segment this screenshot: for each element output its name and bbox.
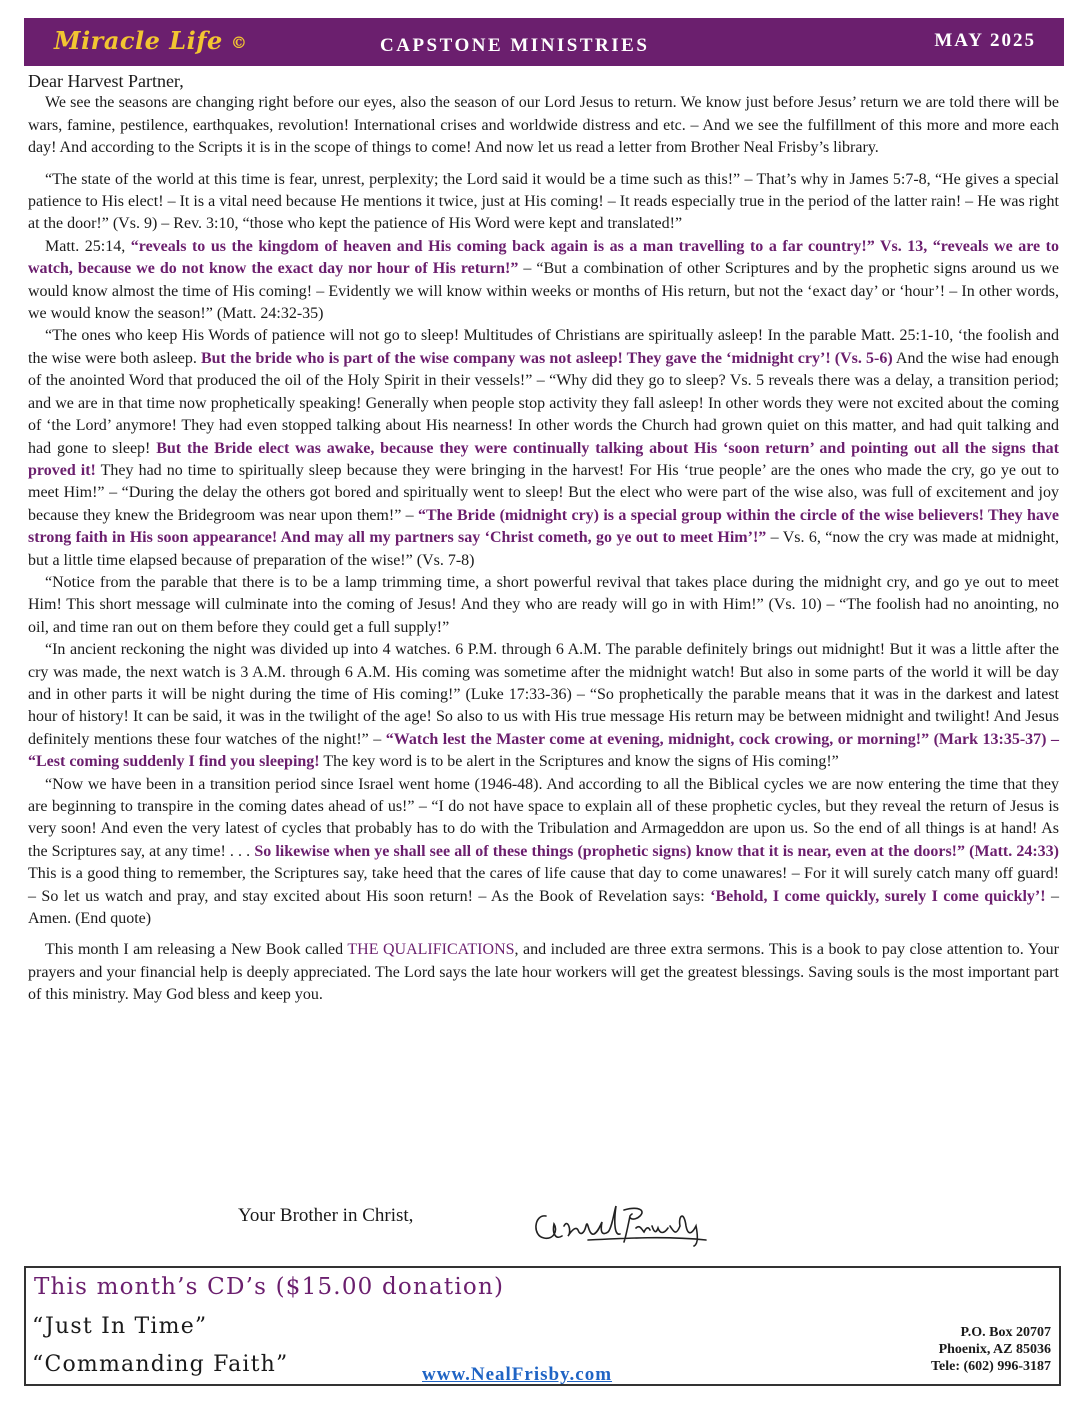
highlight-text: But the Bride elect was awake, because they were continually talking about His ‘soon return’ and pointing out all the signs that proved it! xyxy=(28,439,1059,479)
brand-name: Miracle Life xyxy=(54,26,223,55)
city-state-zip: Phoenix, AZ 85036 xyxy=(938,1342,1051,1357)
text-run: This is a good thing to remember, the Scriptures say, take heed that the cares of life cause that day to come unawares! – For it will surely catch many off guard! – So let us watch and pray, and stay excited about His soon return! – As the Book of Revelation says: xyxy=(28,865,1059,905)
text-run: Matt. 25:14, xyxy=(45,237,131,255)
highlight-text: “reveals to us the kingdom of heaven and His coming back again is as a man travelling to a far country!” Vs. 13, “reveals we are to watch, because we do not know the exact day nor hour of His return!” xyxy=(28,237,1059,278)
paragraph-quote-2 xyxy=(28,236,1059,326)
po-box: P.O. Box 20707 xyxy=(960,1325,1051,1340)
brand-logo xyxy=(54,26,247,55)
highlight-text: “The Bride (midnight cry) is a special group within the circle of the wise believers! They have strong faith in His soon appearance! And may all my partners say ‘Christ cometh, go ye out to meet Him’!” xyxy=(28,506,1059,547)
paragraph-announcement xyxy=(28,939,1059,1006)
copyright-symbol: © xyxy=(230,33,248,52)
highlight-text: But the bride who is part of the wise company was not asleep! They gave the ‘midnight cry’! (Vs. 5-6) xyxy=(200,349,893,367)
paragraph-quote-3 xyxy=(28,325,1059,571)
highlight-text: “Watch lest the Master come at evening, midnight, cock crowing, or morning!” (Mark 13:35-37) – “Lest coming suddenly I find you sleeping! xyxy=(28,730,1060,771)
paragraph-quote-6 xyxy=(28,774,1059,931)
text-run: The key word is to be alert in the Scriptures and know the signs of His coming!” xyxy=(319,753,839,771)
highlight-text: So likewise when ye shall see all of these things (prophetic signs) know that it is near, even at the doors!” (Matt. 24:33) xyxy=(254,842,1060,860)
website-link[interactable]: www.NealFrisby.com xyxy=(422,1364,613,1385)
cd-offer-title: This month’s CD’s ($15.00 donation) xyxy=(34,1274,505,1300)
text-run: “In ancient reckoning the night was divided up into 4 watches. 6 P.M. through 6 A.M. The parable definitely brings out midnight! But it was a little after the cry was made, the next watch is 3 A.M. through 6 A.M. His coming was sometime after the midnight watch! But also in some parts of the world it will be day and in other parts it will be night during the time of His coming!” (Luke 17:33-36) – “So prophetically the parable means that it was in the darkest and latest hour of history! It can be said, it was in the twilight of the age! So also to us with His true message His return may be between midnight and twilight! And Jesus definitely mentions these four watches of the night!” – xyxy=(28,641,1059,748)
organization-name: CAPSTONE MINISTRIES xyxy=(380,35,650,56)
cd-title-1: “Just In Time” xyxy=(32,1314,208,1339)
paragraph-intro: We see the seasons are changing right before our eyes, also the season of our Lord Jesus to return. We know just before Jesus’ return we are told there will be wars, famine, pestilence, earthquakes, revolution! International crises and worldwide distress and etc. – And we see the fulfillment of this more and more each day! And according to the Scripts it is in the scope of things to come! And now let us read a letter from Brother Neal Frisby’s library. xyxy=(28,94,1059,157)
text-run: And the wise had enough of the anointed Word that produced the oil of the Holy Spirit in their vessels!” – “Why did they go to sleep? Vs. 5 reveals there was a delay, a transition period; and we are in that time now prophetically speaking! Generally when people stop activity they fall asleep! In other words they were not excited about the coming of ‘the Lord’ anymore! They had even stopped talking about His nearness! In other words the Church had grown quiet on this matter, and had quit talking and had gone to sleep! xyxy=(28,349,1060,457)
highlight-text: ‘Behold, I come quickly, surely I come quickly’! xyxy=(710,887,1046,905)
text-run: – Vs. 6, “now the cry was made at midnight, but a little time elapsed because of preparation of the wise!” (Vs. 7-8) xyxy=(28,529,1060,569)
issue-date: MAY 2025 xyxy=(934,30,1036,51)
mailing-address xyxy=(931,1324,1051,1375)
letter-body xyxy=(28,70,1059,1007)
handwritten-signature xyxy=(528,1196,728,1250)
newsletter-header xyxy=(24,18,1064,66)
cd-title-2: “Commanding Faith” xyxy=(32,1352,289,1377)
phone-number: Tele: (602) 996-3187 xyxy=(930,1359,1051,1374)
greeting: Dear Harvest Partner, xyxy=(28,71,184,91)
text-run: , and included are three extra sermons. This is a book to pay close attention to. Your prayers and your financial help is deeply appreciated. The Lord says the late hour workers will get the greatest blessings. Saving souls is the most important part of this ministry. May God bless and keep you. xyxy=(28,941,1059,1004)
paragraph-quote-5 xyxy=(28,639,1059,773)
text-run: – “But a combination of other Scriptures and by the prophetic signs around us we would know almost the time of His coming! – Evidently we will know within weeks or months of His return, but not the ‘exact day’ or ‘hour’! – In other words, we would know the season!” (Matt. 24:32-35) xyxy=(28,260,1059,323)
closing-line: Your Brother in Christ, xyxy=(238,1205,414,1226)
text-run: This month I am releasing a New Book called xyxy=(45,941,348,959)
paragraph-quote-1: “The state of the world at this time is fear, unrest, perplexity; the Lord said it would be a time such as this!” – That’s why in James 5:7-8, “He gives a special patience to His elect! – It is a vital need because He mentions it twice, just at His coming! – It reads especially true in the period of the latter rain! – He was right at the door!” (Vs. 9) – Rev. 3:10, “those who kept the patience of His Word were kept and translated!” xyxy=(28,170,1059,233)
text-run: “Now we have been in a transition period since Israel went home (1946-48). And according to all the Biblical cycles we are now entering the time that they are beginning to transpire in the coming dates ahead of us!” – “I do not have space to explain all of these prophetic cycles, but they reveal the return of Jesus is very soon! And even the very latest of cycles that probably has to do with the Tribulation and Armageddon are upon us. So the end of all things is at hand! As the Scriptures say, at any time! . . . xyxy=(28,775,1059,860)
paragraph-quote-4: “Notice from the parable that there is to be a lamp trimming time, a short powerful revival that takes place during the midnight cry, and go ye out to meet Him! This short message will culminate into the coming of Jesus! And they who are ready will go in with Him!” (Vs. 10) – “The foolish had no anointing, no oil, and time ran out on them before they could get a full supply!” xyxy=(28,573,1059,636)
book-title: THE QUALIFICATIONS xyxy=(347,941,515,959)
text-run: They had no time to spiritually sleep because they were bringing in the harvest! For His ‘true people’ are the ones who made the cry, go ye out to meet Him!” – “During the delay the others got bored and spiritually went to sleep! But the elect who were part of the wise also, was full of excitement and joy because they knew the Bridegroom was near upon them!” – xyxy=(28,461,1059,524)
cd-offer-box xyxy=(24,1266,1061,1386)
text-run: – Amen. (End quote) xyxy=(28,887,1060,928)
text-run: “The ones who keep His Words of patience will not go to sleep! Multitudes of Christians are spiritually asleep! In the parable Matt. 25:1-10, ‘the foolish and the wise were both asleep. xyxy=(28,327,1059,367)
